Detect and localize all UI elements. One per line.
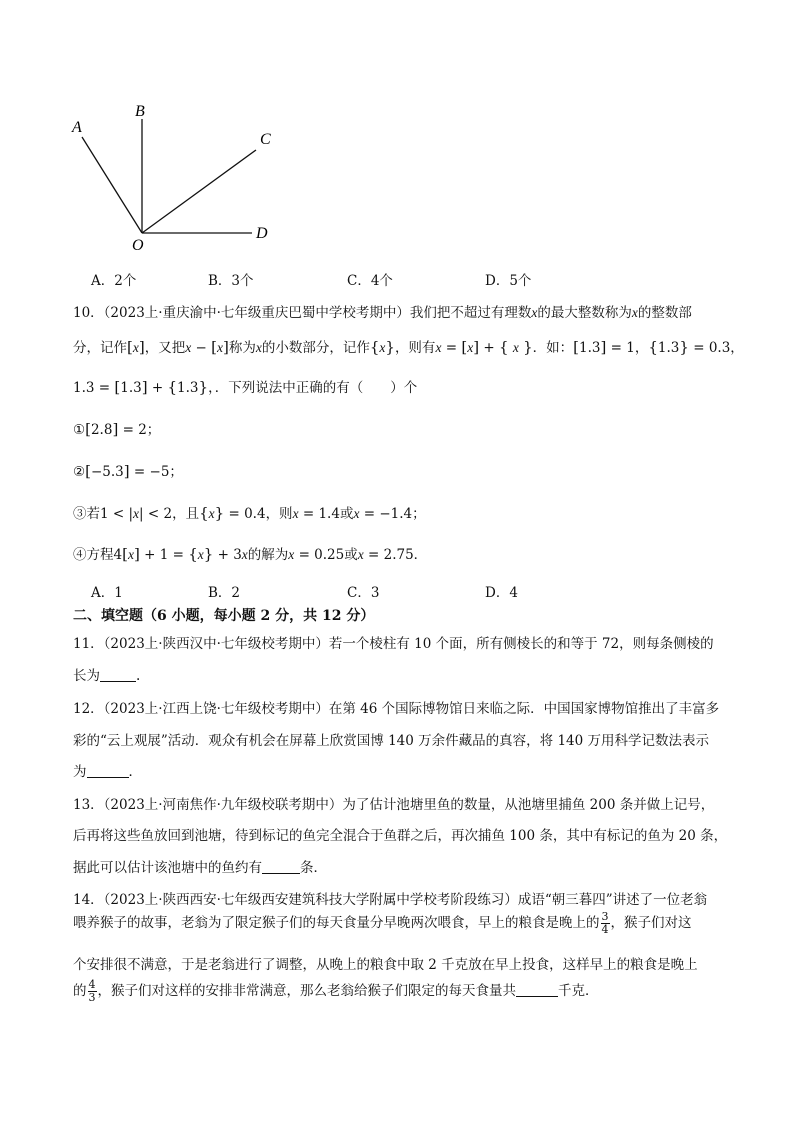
q10-option-a[interactable]: A．1 (91, 585, 123, 601)
q12-answer-blank[interactable] (87, 763, 129, 778)
q14-fraction-4-3: $\frac{4}{3}$ (88, 978, 96, 1004)
q9-option-b[interactable]: B．3个 (208, 273, 254, 289)
label-D: D (256, 225, 268, 242)
q10-item4: ④方程4[x] + 1 = {x} + 3x的解为x = 0.25或x = 2.75． (73, 545, 428, 563)
q9-option-a[interactable]: A．2个 (91, 273, 137, 289)
q14-fraction-3-4: $\frac{3}{4}$ (601, 910, 609, 936)
ray-OA (82, 137, 142, 233)
q10-item2: ②[−5.3] = −5； (73, 462, 183, 480)
label-O: O (132, 237, 144, 254)
q14-line2: 喂养猴子的故事，老翁为了限定猴子们的每天食量分早晚两次喂食，早上的粮食是晚上的 $\frac{3}{4}$ ，猴子们对这 (73, 910, 692, 936)
section-title: 二、填空题（6 小题，每小题 2 分，共 12 分） (73, 608, 375, 624)
q10-option-c[interactable]: C．3 (347, 585, 380, 601)
ray-OC (142, 150, 256, 233)
q14-line3: 个安排很不满意，于是老翁进行了调整，从晚上的粮食中取 2 千克放在早上投食，这样早上的粮食是晚上 (73, 957, 698, 973)
q12-line3: 为 ． (73, 764, 142, 780)
q13-line1: 13．（2023上·河南焦作·九年级校联考期中）为了估计池塘里鱼的数量，从池塘里捕鱼 200 条并做上记号， (73, 797, 715, 813)
label-A: A (72, 119, 82, 136)
q11-answer-blank[interactable] (100, 667, 136, 682)
q11-line1: 11．（2023上·陕西汉中·七年级校考期中）若一个棱柱有 10 个面，所有侧棱长的和等于 72，则每条侧棱的 (73, 636, 714, 652)
q12-line2: 彩的“云上观展”活动．观众有机会在屏幕上欣赏国博 140 万余件藏品的真容，将 140 万用科学记数法表示 (73, 733, 710, 749)
q10-line2: 分，记作[x]，又把x − [x]称为x的小数部分，记作{x}，则有x = [x] + { x }．如：[1.3] = 1，{1.3} = 0.3， (73, 338, 744, 356)
q10-option-b[interactable]: B．2 (208, 585, 241, 601)
label-C: C (260, 131, 271, 148)
q10-line3: 1.3 = [1.3] + {1.3}，．下列说法中正确的有（ ）个 (73, 378, 418, 396)
q9-option-d[interactable]: D．5个 (485, 273, 532, 289)
angle-figure (60, 95, 290, 255)
q12-line1: 12．（2023上·江西上饶·七年级校考期中）在第 46 个国际博物馆日来临之际．中国国家博物馆推出了丰富多 (73, 701, 720, 717)
q14-line1: 14．（2023上·陕西西安·七年级西安建筑科技大学附属中学校考阶段练习）成语“朝三暮四”讲述了一位老翁 (73, 892, 708, 908)
q13-line2: 后再将这些鱼放回到池塘，待到标记的鱼完全混合于鱼群之后，再次捕鱼 100 条，其中有标记的鱼为 20 条， (73, 828, 728, 844)
q11-line2: 长为 . (73, 668, 141, 684)
q10-item1: ①[2.8] = 2； (73, 420, 161, 438)
q14-line4: 的 $\frac{4}{3}$ ，猴子们对这样的安排非常满意，那么老翁给猴子们限定的每天食量共 千克． (73, 978, 599, 1004)
q9-option-c[interactable]: C．4个 (347, 273, 393, 289)
label-B: B (135, 103, 145, 120)
q13-answer-blank[interactable] (262, 859, 300, 874)
q13-line3: 据此可以估计该池塘中的鱼约有 条． (73, 860, 327, 876)
q10-line1: 10．（2023上·重庆渝中·七年级重庆巴蜀中学校考期中）我们把不超过有理数x的最大整数称为x的整数部 (73, 305, 692, 321)
q10-item3: ③若1 < |x| < 2，且{x} = 0.4，则x = 1.4或x = −1.4； (73, 504, 426, 522)
q14-answer-blank[interactable] (516, 982, 558, 997)
q10-option-d[interactable]: D．4 (485, 585, 518, 601)
